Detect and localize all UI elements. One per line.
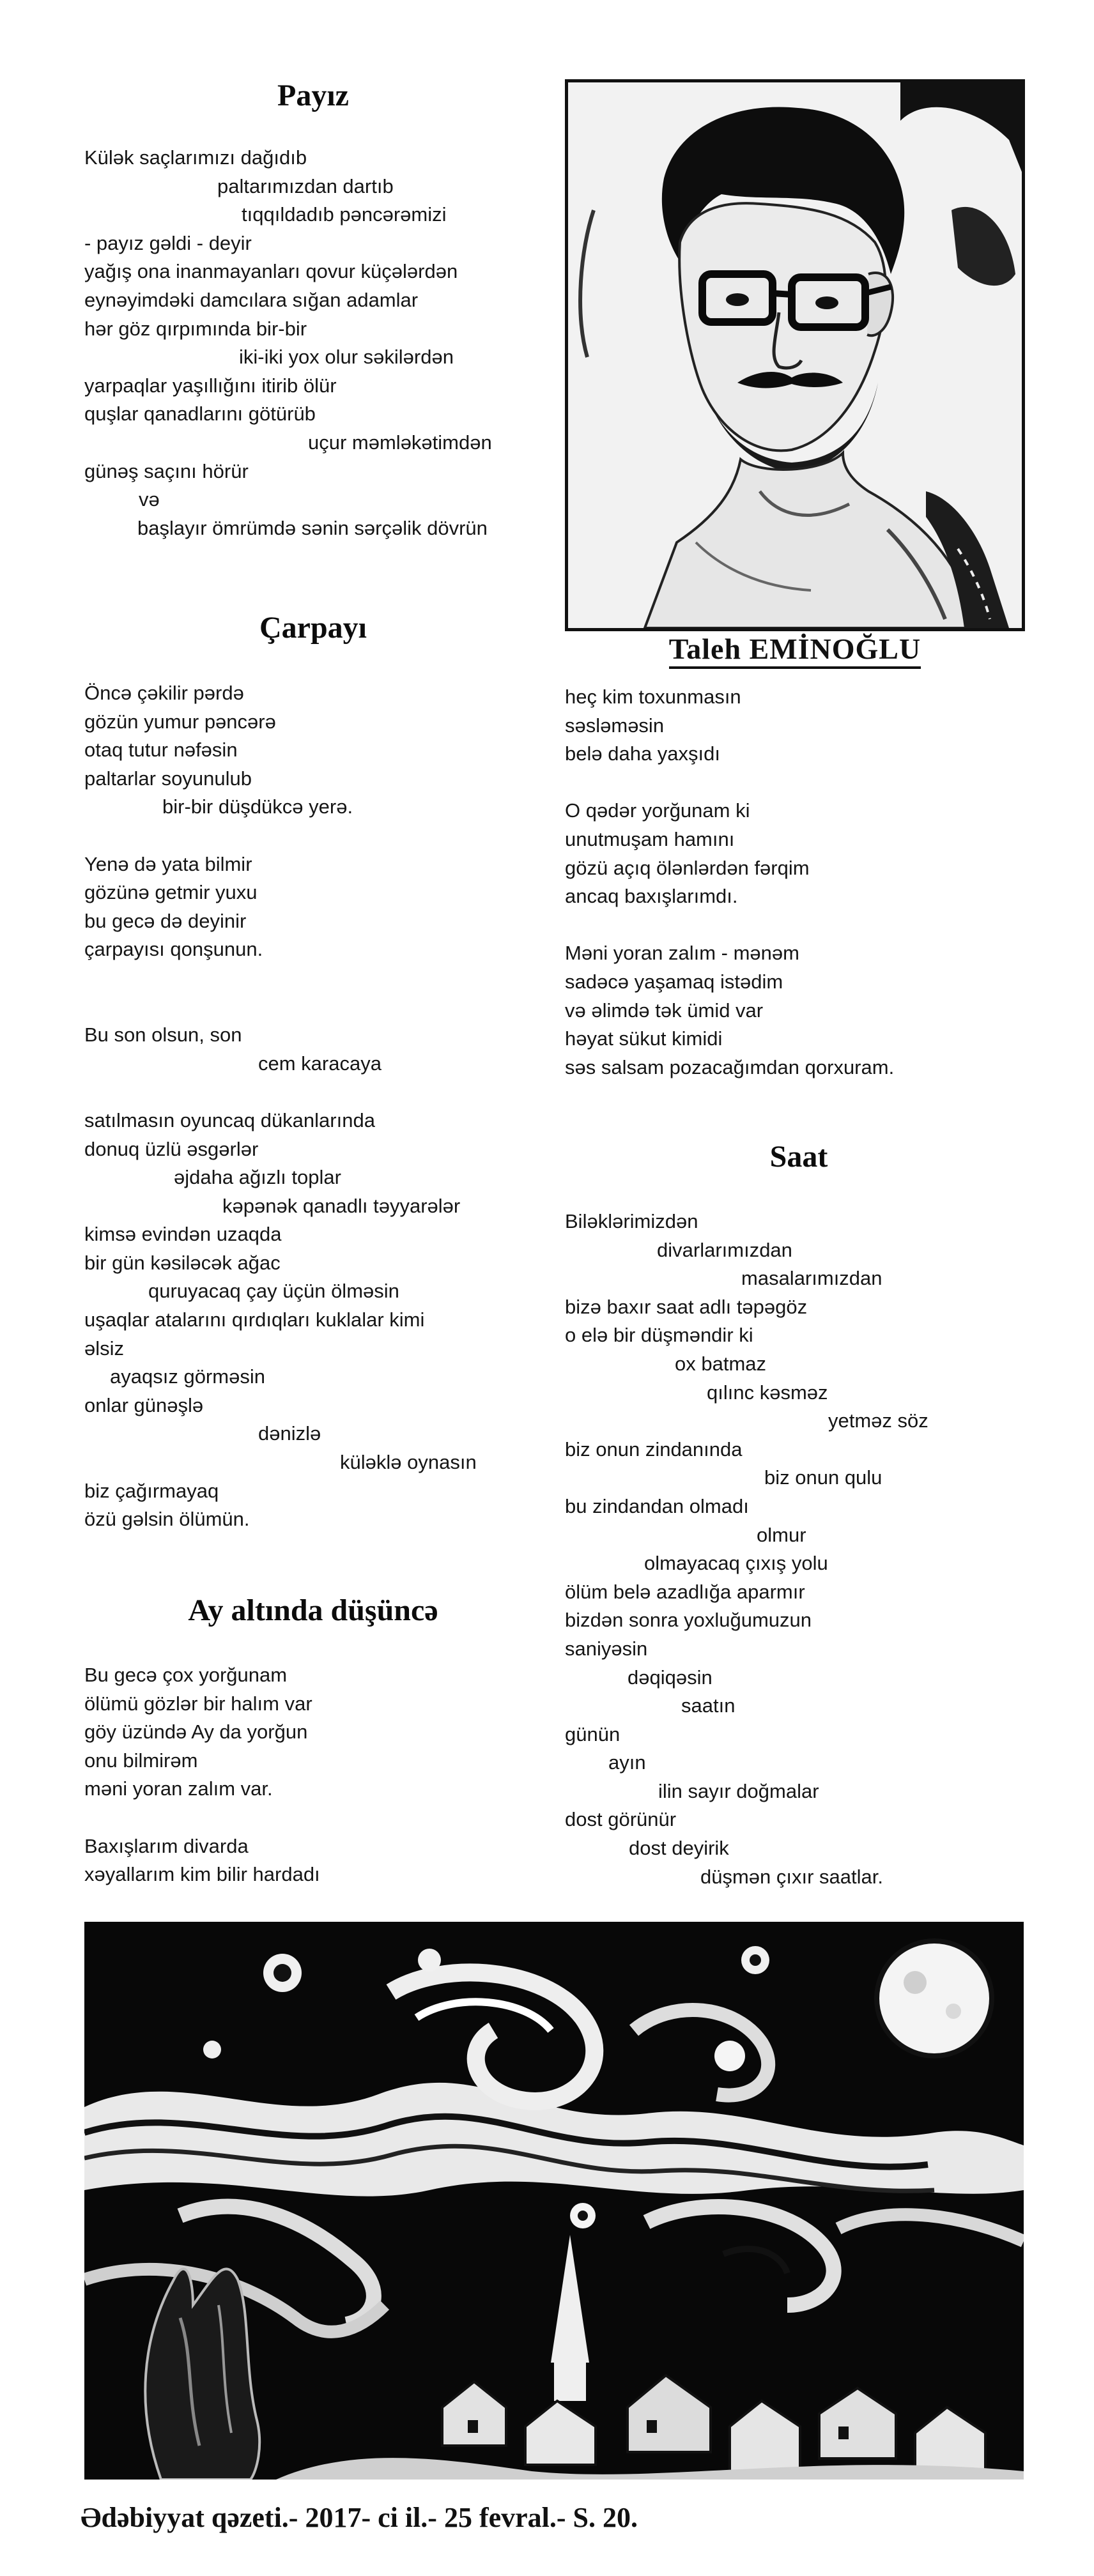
poem-line: tıqqıldadıb pəncərəmizi [242,203,447,226]
poem-line: çarpayısı qonşunun. [84,938,263,961]
poem-line: uşaqlar atalarını qırdıqları kuklalar kimi [84,1308,425,1331]
poem-line: olmayacaq çıxış yolu [644,1552,828,1575]
poem-line: kəpənək qanadlı təyyarələr [222,1194,461,1217]
poem-line: qılınc kəsməz [707,1381,828,1404]
poem-line: ölüm belə azadlığa aparmır [565,1580,805,1603]
poem-line: dənizlə [258,1422,321,1445]
poem-line: quruyacaq çay üçün ölməsin [148,1280,399,1303]
poem-ay-altinda-continued [565,683,894,1082]
poem-line: günün [565,1722,620,1745]
poem-line: dəqiqəsin [628,1666,713,1689]
poem-subtitle: Bu son olsun, son [84,1023,242,1046]
poem-carpayi [84,679,477,1534]
poem-line: yağış ona inanmayanları qovur küçələrdən [84,260,458,283]
poem-line: ayaqsız görməsin [110,1365,265,1388]
author-name-text: Taleh EMİNOĞLU [669,632,921,669]
poem-line: səs salsam pozacağımdan qorxuram. [565,1055,895,1078]
poem-line: onu bilmirəm [84,1749,198,1772]
poem-line: özü gəlsin ölümün. [84,1508,250,1531]
poem-line: gözün yumur pəncərə [84,710,276,733]
poem-line: bir gün kəsiləcək ağac [84,1251,281,1274]
stanza-gap [84,1804,320,1832]
poem-line: və əlimdə tək ümid var [565,999,764,1022]
poem-line: - payız gəldi - deyir [84,231,252,254]
poem-line: saatın [681,1694,736,1717]
poem-line: Biləklərimizdən [565,1210,698,1232]
poem-line: onlar günəşlə [84,1393,204,1416]
poem-line: Öncə çəkilir pərdə [84,682,244,704]
poem-line: yetməz söz [828,1409,928,1432]
poem-line: biz onun qulu [764,1466,882,1489]
poem-line: Külək saçlarımızı dağıdıb [84,146,307,169]
poem-title-saat: Saat [769,1140,828,1174]
poem-line: o elə bir düşməndir ki [565,1324,753,1347]
poem-line: paltarlar soyunulub [84,767,252,790]
starry-night-painting [84,1922,1024,2480]
poem-title-payiz: Payız [277,79,349,112]
author-portrait-illustration [568,82,1022,628]
poem-line: Yenə də yata bilmir [84,852,252,875]
poem-line: hər göz qırpımında bir-bir [84,317,307,340]
poem-line: göy üzündə Ay da yorğun [84,1721,308,1744]
poem-line: düşmən çıxır saatlar. [700,1865,884,1888]
stanza-gap [565,769,894,797]
poem-payiz [84,144,492,542]
poem-line: uçur məmləkətimdən [308,431,492,454]
poem-line: küləklə oynasın [340,1451,477,1474]
poem-line: başlayır ömrümdə sənin sərçəlik dövrün [137,516,488,539]
poem-line: bu zindandan olmadı [565,1494,749,1517]
poem-line: bizdən sonra yoxluğumuzun [565,1609,812,1632]
poem-line: əlsiz [84,1337,125,1360]
author-name [565,630,1025,668]
poem-line: paltarımızdan dartıb [217,174,394,197]
poem-line: biz onun zindanında [565,1438,743,1460]
poem-line: biz çağırmayaq [84,1479,219,1502]
poem-line: belə daha yaxşıdı [565,742,721,765]
poem-line: və [139,488,160,511]
poem-line: gözünə getmir yuxu [84,881,258,904]
author-photo [565,79,1025,631]
poem-line: sadəcə yaşamaq istədim [565,970,783,993]
poem-title-carpayi: Çarpayı [259,611,367,645]
poem-line: yarpaqlar yaşıllığını itirib ölür [84,374,337,397]
poem-line: O qədər yorğunam ki [565,799,750,822]
poem-line: ancaq baxışlarımdı. [565,885,738,908]
poem-saat [565,1208,928,1891]
poem-line: kimsə evindən uzaqda [84,1223,282,1246]
poem-line: otaq tutur nəfəsin [84,739,238,762]
poem-line: donuq üzlü əsgərlər [84,1137,259,1160]
poem-line: bizə baxır saat adlı təpəgöz [565,1295,808,1318]
poem-line: bu gecə də deyinir [84,909,247,932]
poem-line: Bu gecə çox yorğunam [84,1664,288,1686]
poem-line: Baxışlarım divarda [84,1834,249,1857]
poem-line: iki-iki yox olur səkilərdən [239,346,454,369]
poem-line: səsləməsin [565,714,665,737]
poem-dedication: cem karacaya [258,1052,381,1075]
poem-line: heç kim toxunmasın [565,686,741,708]
poem-line: həyat sükut kimidi [565,1027,723,1050]
painting-illustration [84,1922,1024,2480]
poem-line: gözü açıq ölənlərdən fərqim [565,856,810,879]
poem-line: əjdaha ağızlı toplar [174,1166,341,1189]
poem-line: bir-bir düşdükcə yerə. [162,795,353,818]
stanza-gap [84,1078,477,1107]
poem-line: olmur [757,1523,806,1546]
stanza-gap [84,993,477,1022]
poem-title-ay-altinda: Ay altında düşüncə [188,1593,438,1627]
poem-line: xəyallarım kim bilir hardadı [84,1863,320,1886]
poem-line: quşlar qanadlarını götürüb [84,402,316,425]
stanza-gap [84,822,477,850]
poem-line: ayın [608,1751,646,1774]
poem-line: satılmasın oyuncaq dükanlarında [84,1108,375,1131]
poem-line: saniyəsin [565,1637,648,1660]
stanza-gap [565,911,894,940]
poem-line: eynəyimdəki damcılara sığan adamlar [84,288,419,311]
poem-line: masalarımızdan [741,1267,882,1290]
poem-line: dost deyirik [629,1837,729,1860]
poem-line: ölümü gözlər bir halım var [84,1692,312,1715]
poem-line: ilin sayır doğmalar [658,1779,819,1802]
poem-ay-altinda [84,1661,320,1889]
poem-line: məni yoran zalım var. [84,1777,273,1800]
publication-footer: Ədəbiyyat qəzeti.- 2017- ci il.- 25 fevral.- S. 20. [81,2502,638,2533]
poem-line: günəş saçını hörür [84,459,249,482]
poem-line: dost görünür [565,1808,677,1831]
stanza-gap [84,964,477,993]
poem-line: divarlarımızdan [657,1238,792,1261]
poem-line: ox batmaz [675,1352,767,1375]
poem-line: unutmuşam hamını [565,827,735,850]
poem-line: Məni yoran zalım - mənəm [565,942,799,965]
